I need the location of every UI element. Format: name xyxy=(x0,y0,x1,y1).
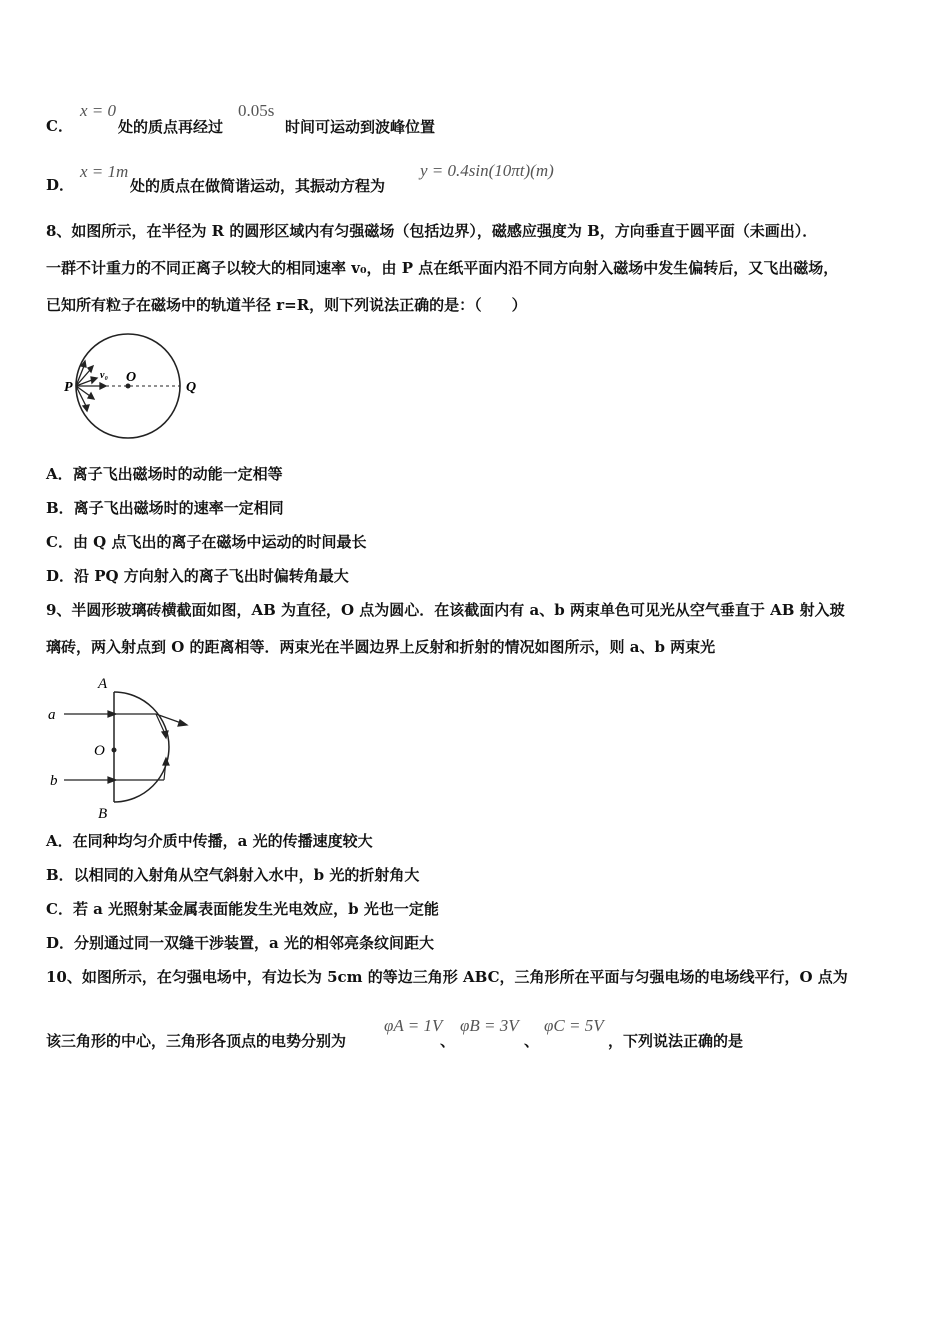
q9-ray-b xyxy=(64,758,169,783)
q10-stem-line1: 10、如图所示，在匀强电场中，有边长为 5cm 的等边三角形 ABC，三角形所在平面与匀强电场的电场线平行，O 点为 xyxy=(46,968,848,986)
q9-option-b: B．以相同的入射角从空气斜射入水中，b 光的折射角大 xyxy=(46,866,420,884)
q9-stem-line2: 璃砖，两入射点到 O 的距离相等．两束光在半圆边界上反射和折射的情况如图所示，则 a、b 两束光 xyxy=(46,638,716,656)
q9-label-a: a xyxy=(48,707,56,723)
q8-stem-line3: 已知所有粒子在磁场中的轨道半径 r=R，则下列说法正确的是：（ ） xyxy=(46,296,527,314)
q7-option-c xyxy=(46,116,73,136)
q8-stem-line2: 一群不计重力的不同正离子以较大的相同速率 v₀，由 P 点在纸平面内沿不同方向射入磁场中发生偏转后，又飞出磁场， xyxy=(46,259,839,277)
q8-option-a: A．离子飞出磁场时的动能一定相等 xyxy=(46,465,283,483)
q9-stem-line1: 9、半圆形玻璃砖横截面如图，AB 为直径，O 点为圆心．在该截面内有 a、b 两束单色可见光从空气垂直于 AB 射入玻 xyxy=(46,601,845,619)
q9-label-B: B xyxy=(98,806,108,822)
q7-option-d xyxy=(46,175,74,195)
q9-option-c: C．若 a 光照射某金属表面能发生光电效应，b 光也一定能 xyxy=(46,900,439,918)
q10-stem-line2-text1: 该三角形的中心，三角形各顶点的电势分别为 xyxy=(46,1032,347,1050)
q10-sep2: 、 xyxy=(524,1032,540,1050)
q10-sep1: 、 xyxy=(440,1032,456,1050)
q9-semicircle-figure xyxy=(44,672,204,822)
q10-phi-a: φA = 1V xyxy=(384,1016,443,1035)
q10-phi-b: φB = 3V xyxy=(460,1016,519,1035)
q10-stem-line2-text2: ，下列说法正确的是 xyxy=(608,1032,744,1050)
q9-option-d: D．分别通过同一双缝干涉装置，a 光的相邻亮条纹间距大 xyxy=(46,934,434,952)
q7-c-text1: 处的质点再经过 xyxy=(118,118,224,136)
q7-d-text1: 处的质点在做简谐运动，其振动方程为 xyxy=(130,177,386,195)
q8-option-c: C．由 Q 点飞出的离子在磁场中运动的时间最长 xyxy=(46,533,367,551)
q9-center-dot xyxy=(112,748,117,753)
q7-d-label: D． xyxy=(46,176,75,194)
q9-label-b: b xyxy=(50,773,58,789)
q8-option-b: B．离子飞出磁场时的速率一定相同 xyxy=(46,499,284,517)
q7-c-math-time: 0.05s xyxy=(238,101,275,120)
q9-option-a: A．在同种均匀介质中传播，a 光的传播速度较大 xyxy=(46,832,373,850)
q7-d-math-eq: y = 0.4sin(10πt)(m) xyxy=(420,161,554,180)
q7-c-text2: 时间可运动到波峰位置 xyxy=(285,118,436,136)
q8-velocity-arrows xyxy=(76,361,106,411)
q7-c-label: C． xyxy=(46,117,73,135)
q9-semicircle-arc xyxy=(114,692,169,802)
q8-stem-line1: 8、如图所示，在半径为 R 的圆形区域内有匀强磁场（包括边界），磁感应强度为 B，方向垂直于圆平面（未画出）． xyxy=(46,222,818,240)
q8-label-o: O xyxy=(126,370,137,385)
q9-label-A: A xyxy=(98,676,108,692)
q7-c-math-x: x = 0 xyxy=(80,101,117,120)
q7-d-math-x: x = 1m xyxy=(80,162,129,181)
q8-label-v0: v₀ xyxy=(100,370,108,381)
q8-label-p: P xyxy=(64,380,73,395)
q9-label-O: O xyxy=(94,743,105,759)
q10-phi-c: φC = 5V xyxy=(544,1016,604,1035)
q8-label-q: Q xyxy=(186,380,197,395)
q8-circle-figure xyxy=(56,332,216,444)
q9-ray-a xyxy=(64,711,187,738)
q8-option-d: D．沿 PQ 方向射入的离子飞出时偏转角最大 xyxy=(46,567,349,585)
